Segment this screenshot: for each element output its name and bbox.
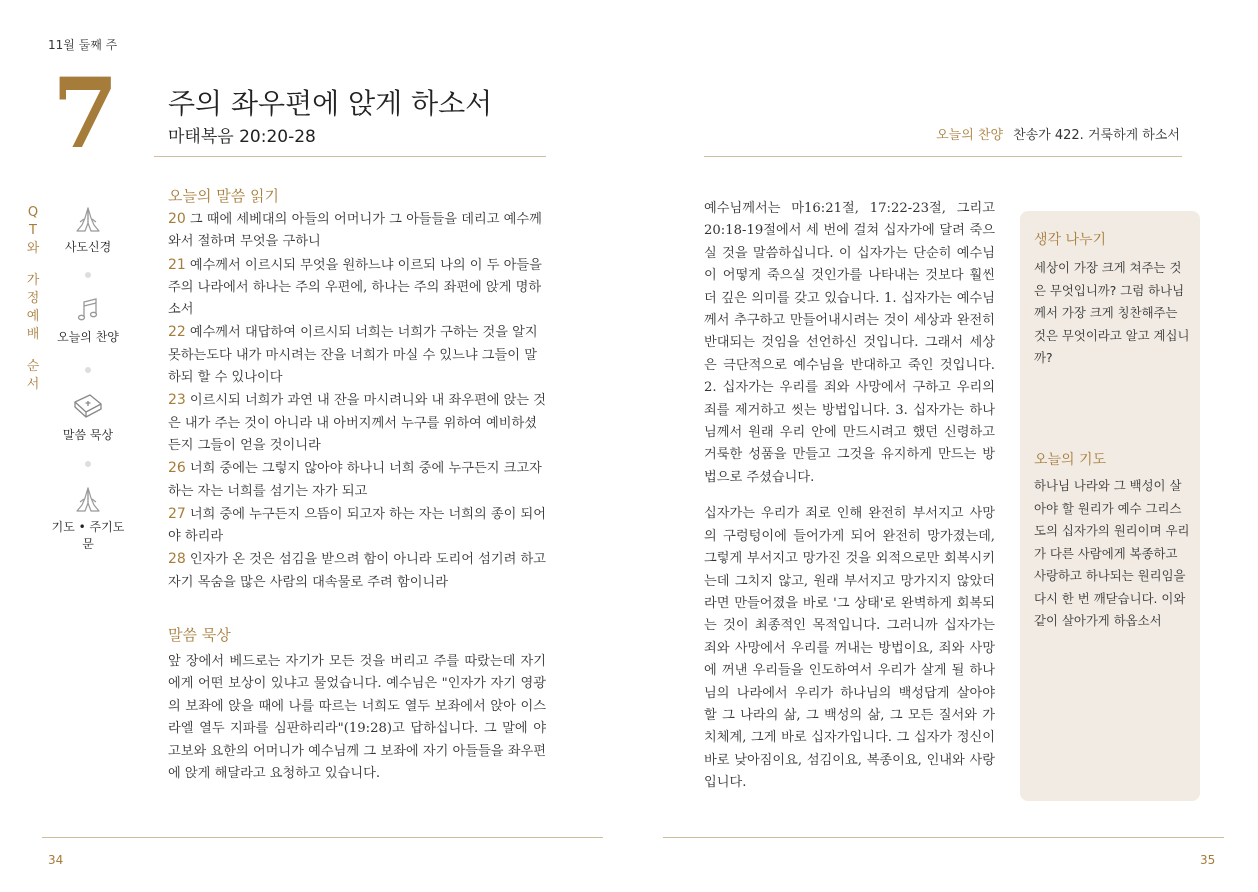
verse-item	[168, 457, 548, 503]
discussion-box	[1020, 211, 1200, 801]
verse-number: 23	[168, 392, 186, 409]
verse-number: 21	[168, 256, 186, 273]
verse-list	[168, 208, 548, 594]
verse-item	[168, 321, 548, 389]
step-apostles-creed	[50, 206, 126, 255]
footer-divider-left	[42, 837, 603, 838]
verse-number: 27	[168, 505, 186, 522]
page-number-right: 35	[1200, 853, 1216, 867]
vertical-char: 가	[26, 273, 40, 288]
verse-item	[168, 503, 548, 549]
verse-text: 예수께서 대답하여 이르시되 너희는 너희가 구하는 것을 알지 못하는도다 내가 마시려는 잔을 너희가 마실 수 있느냐 그들이 말하되 할 수 있나이다	[168, 325, 538, 386]
verse-item	[168, 389, 548, 457]
praying-hands-icon	[73, 206, 103, 234]
verse-item	[168, 208, 548, 254]
step-label: 말씀 묵상	[62, 428, 114, 442]
step-label: 오늘의 찬양	[57, 330, 119, 344]
meditation-paragraph: 앞 장에서 베드로는 자기가 모든 것을 버리고 주를 따랐는데 자기에게 어떤 보상이 있냐고 물었습니다. 예수님은 "인자가 자기 영광의 보좌에 앉을 때에 나를 따르는 너희도 열두 보좌에서 앉아 이스라엘 열두 지파를 심판하리라"(19:28)고 답하십니다. 그 말에 야고보와 요한의 어머니가 예수님께 그 보좌에 자기 아들들을 좌우편에 앉게 해달라고 요청하고 있습니다.	[168, 654, 546, 782]
step-label: 기도 • 주기도문	[51, 520, 125, 551]
vertical-char: 서	[26, 377, 40, 392]
vertical-char: 정	[26, 291, 40, 306]
music-note-icon	[74, 296, 102, 324]
step-prayer	[50, 486, 126, 552]
meditation-text-right	[704, 198, 995, 795]
page-title: 주의 좌우편에 앉게 하소서	[168, 87, 493, 120]
day-number: 7	[52, 57, 119, 170]
step-todays-praise	[50, 296, 126, 345]
verse-text: 너희 중에 누구든지 으뜸이 되고자 하는 자는 너희의 종이 되어야 하리라	[168, 506, 547, 545]
verse-number: 28	[168, 551, 186, 568]
footer-divider-right	[663, 837, 1224, 838]
scripture-reference: 마태복음 20:20-28	[168, 127, 316, 147]
verse-text: 인자가 온 것은 섬김을 받으려 함이 아니라 도리어 섬기려 하고 자기 목숨을 많은 사람의 대속물로 주려 함이니라	[168, 552, 547, 590]
step-separator-dot	[85, 461, 91, 467]
meditation-heading: 말씀 묵상	[168, 626, 231, 644]
verse-text: 그 때에 세베대의 아들의 어머니가 그 아들들을 데리고 예수께 와서 절하며 무엇을 구하니	[168, 212, 542, 250]
share-text: 세상이 가장 크게 쳐주는 것은 무엇입니까? 그럼 하나님께서 가장 크게 칭찬해주는 것은 무엇이라고 알고 계십니까?	[1034, 260, 1190, 365]
step-meditation	[50, 392, 126, 443]
praise-label: 오늘의 찬양	[936, 128, 1004, 143]
vertical-char: 순	[26, 359, 40, 374]
step-separator-dot	[85, 272, 91, 278]
vertical-char: Q	[27, 205, 39, 220]
title-divider	[154, 156, 546, 157]
vertical-char: 배	[26, 327, 40, 342]
prayer-text: 하나님 나라와 그 백성이 살아야 할 원리가 예수 그리스도의 십자가의 원리이며 우리가 다른 사람에게 복종하고 사랑하고 하나되는 원리임을 다시 한 번 깨닫습니다. 이와 같이 살아가게 하옵소서	[1034, 478, 1190, 628]
verse-text: 너희 중에는 그렇지 않아야 하나니 너희 중에 누구든지 크고자 하는 자는 너희를 섬기는 자가 되고	[168, 461, 542, 499]
meditation-paragraph: 예수님께서는 마16:21절, 17:22-23절, 그리고 20:18-19절에서 세 번에 걸쳐 십자가에 달려 죽으실 것을 말씀하십니다. 이 십자가는 단순히 예수님이 어떻게 죽으실 것인가를 나타내는 것보다 훨씬 더 깊은 의미를 갖고 있습니다. 1. 십자가는 예수님께서 추구하고 만들어내시려는 것이 세상과 완전히 반대되는 것임을 선언하신 것입니다. 그래서 세상은 극단적으로 예수님을 반대하고 죽인 것입니다. 2. 십자가는 우리를 죄와 사망에서 구하고 우리의 죄를 제거하고 씻는 방법입니다. 3. 십자가는 하나님께서 원래 우리 안에 만드시려고 했던 신령하고 거룩한 성품을 만들고 그것을 유지하게 만드는 방법으로 주셨습니다.	[704, 201, 995, 485]
verse-item	[168, 548, 548, 594]
title-divider-right	[704, 156, 1182, 157]
vertical-sidebar-title	[26, 204, 40, 394]
meditation-text-left	[168, 651, 546, 785]
vertical-char: 와	[26, 241, 40, 256]
vertical-char: 예	[26, 309, 40, 324]
verse-number: 20	[168, 211, 186, 227]
page-number-left: 34	[48, 853, 64, 867]
step-separator-dot	[85, 367, 91, 373]
verse-item	[168, 254, 548, 322]
todays-praise	[936, 124, 1180, 143]
reading-heading: 오늘의 말씀 읽기	[168, 187, 279, 205]
praise-song: 찬송가 422. 거룩하게 하소서	[1013, 128, 1180, 143]
praying-hands-icon	[73, 486, 103, 514]
verse-text: 예수께서 이르시되 무엇을 원하느냐 이르되 나의 이 두 아들을 주의 나라에서 하나는 주의 우편에, 하나는 주의 좌편에 앉게 명하소서	[168, 257, 542, 318]
prayer-heading: 오늘의 기도	[1034, 452, 1107, 468]
verse-text: 이르시되 너희가 과연 내 잔을 마시려니와 내 좌우편에 앉는 것은 내가 주는 것이 아니라 내 아버지께서 누구를 위하여 예비하셨든지 그들이 얻을 것이니라	[168, 393, 547, 453]
meditation-paragraph: 십자가는 우리가 죄로 인해 완전히 부서지고 사망의 구렁텅이에 들어가게 되어 완전히 망가졌는데, 그렇게 부서지고 망가진 것을 외적으로만 회복시키는데 그치지 않고, 원래 부서지고 망가지지 않았더라면 만들어졌을 바로 '그 상태'로 완벽하게 회복되는 것이 최종적인 목적입니다. 그러니까 십자가는 죄와 사망에서 우리를 꺼내는 방법이요, 죄와 사망에 꺼낸 우리들을 인도하여서 우리가 살게 될 하나님의 나라에서 우리가 하나님의 백성답게 살아야 할 그 나라의 삶, 그 백성의 삶, 그 모든 질서와 가치체계, 그게 바로 십자가입니다. 그 십자가 정신이 바로 낮아짐이요, 섬김이요, 복종이요, 인내와 사랑입니다.	[704, 506, 995, 791]
verse-number: 26	[168, 460, 186, 477]
week-label: 11월 둘째 주	[48, 38, 118, 52]
share-heading: 생각 나누기	[1034, 232, 1107, 248]
step-label: 사도신경	[64, 240, 112, 254]
verse-number: 22	[168, 324, 186, 341]
vertical-char: T	[29, 223, 37, 238]
bible-icon	[72, 392, 104, 422]
